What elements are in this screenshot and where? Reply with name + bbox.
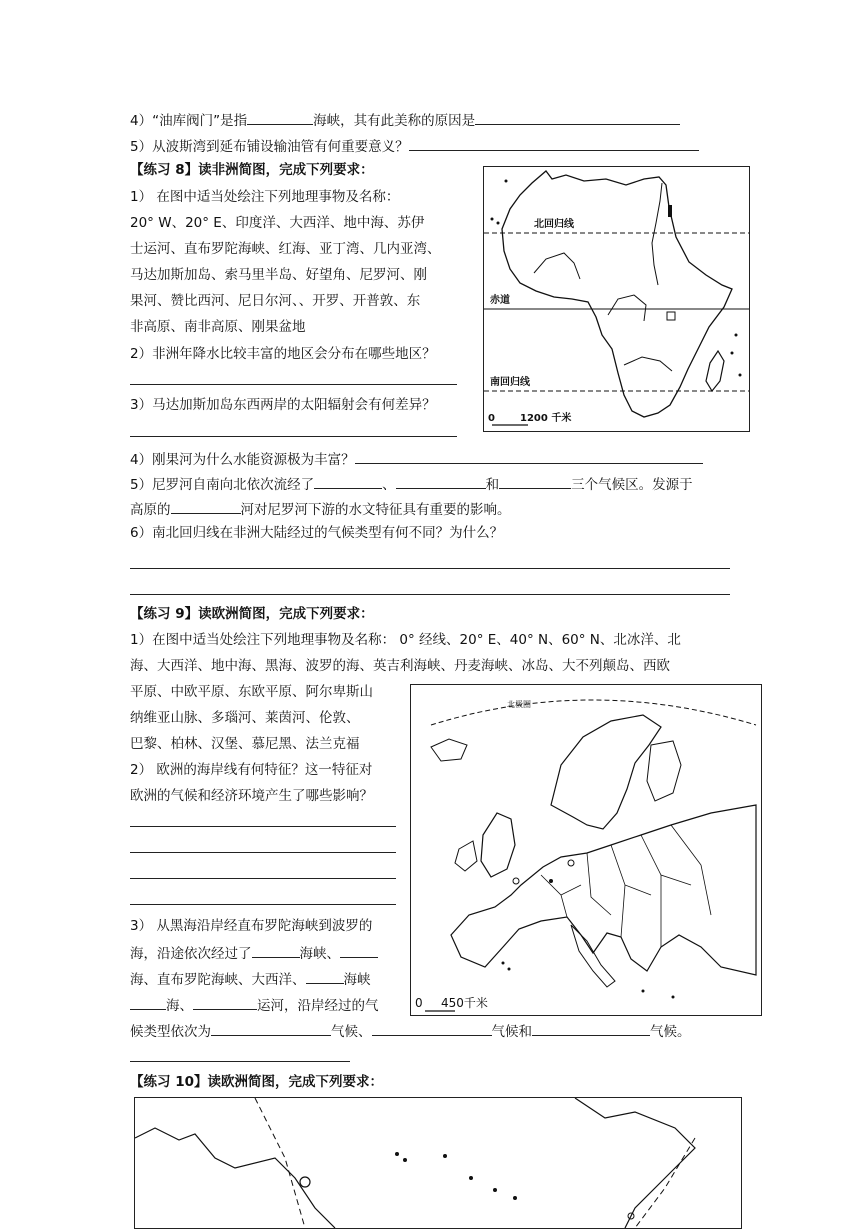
ireland-outline xyxy=(455,841,477,871)
ex8-q5-line1 xyxy=(130,474,693,494)
ex9-q2-line1: 2） 欧洲的海岸线有何特征？这一特征对 xyxy=(130,762,373,778)
ex8-q6: 6）南北回归线在非洲大陆经过的气候类型有何不同？为什么？ xyxy=(130,525,504,541)
ex9-q1-line3: 平原、中欧平原、东欧平原、阿尔卑斯山 xyxy=(130,684,373,700)
city-marker xyxy=(549,879,553,883)
scale-zero: 0 xyxy=(488,413,495,424)
ex9-q1-line4: 纳维亚山脉、多瑙河、莱茵河、伦敦、 xyxy=(130,710,360,726)
city-marker xyxy=(513,878,519,884)
answer-line[interactable] xyxy=(130,436,457,437)
ex9-q3-text-a: 海，沿途依次经过了 xyxy=(130,946,252,962)
answer-line[interactable] xyxy=(130,568,730,569)
arctic-circle-line xyxy=(431,700,756,725)
ex9-q3-text-g: 候类型依次为 xyxy=(130,1024,211,1040)
ex9-q3-line5 xyxy=(130,1021,691,1041)
ex9-q1-line5: 巴黎、柏林、汉堡、慕尼黑、法兰克福 xyxy=(130,736,360,752)
answer-line[interactable] xyxy=(130,1061,350,1062)
british-isles-outline xyxy=(481,813,515,877)
answer-blank[interactable] xyxy=(193,995,257,1010)
ex9-q3-text-c: 海、直布罗陀海峡、大西洋、 xyxy=(130,972,306,988)
ex9-q3-text-d: 海峡 xyxy=(343,972,371,988)
lake-victoria-mark xyxy=(667,312,675,320)
ex8-q1-line: 1） 在图中适当处绘注下列地理事物及名称： xyxy=(130,189,400,205)
ex9-q3-line3 xyxy=(130,969,371,989)
q5-line xyxy=(130,136,699,156)
answer-blank[interactable] xyxy=(306,969,344,984)
exercise-10-map xyxy=(134,1097,742,1229)
ex8-q1-line: 20° W、20° E、印度洋、大西洋、地中海、苏伊 xyxy=(130,215,425,231)
ex9-q3-text-h: 气候、 xyxy=(331,1024,372,1040)
ex8-q5-text-f: 河对尼罗河下游的水文特征具有重要的影响。 xyxy=(240,502,511,518)
coastline xyxy=(135,1128,335,1228)
ex9-q1-line1: 1）在图中适当处绘注下列地理事物及名称： 0° 经线、20° E、40° N、60° N、北冰洋、北 xyxy=(130,632,681,648)
scale-zero: 0 xyxy=(415,996,423,1010)
ex9-q3-line2 xyxy=(130,943,378,963)
ex8-q2: 2）非洲年降水比较丰富的地区会分布在哪些地区？ xyxy=(130,346,436,362)
ex8-q1-line: 士运河、直布罗陀海峡、红海、亚丁湾、几内亚湾、 xyxy=(130,241,441,257)
answer-blank[interactable] xyxy=(409,136,699,151)
q4-line xyxy=(130,110,680,130)
q4-text-a: 4）“油库阀门”是指 xyxy=(130,113,248,129)
nile-river xyxy=(652,183,662,285)
answer-blank[interactable] xyxy=(372,1021,492,1036)
answer-blank[interactable] xyxy=(532,1021,650,1036)
ex8-q4-text: 4）刚果河为什么水能资源极为丰富？ xyxy=(130,452,355,468)
city-marker xyxy=(568,860,574,866)
exercise-8-title: 【练习 8】读非洲简图，完成下列要求： xyxy=(130,162,374,178)
ex9-q3-text-i: 气候和 xyxy=(491,1024,532,1040)
suez-mark xyxy=(668,205,672,217)
city-marker xyxy=(300,1177,310,1187)
congo-river xyxy=(608,295,646,321)
answer-line[interactable] xyxy=(130,826,396,827)
answer-blank[interactable] xyxy=(499,474,571,489)
niger-river xyxy=(534,253,580,279)
mainland-outline xyxy=(451,805,756,975)
ex8-q5-text-d: 三个气候区。发源于 xyxy=(571,477,693,493)
answer-blank[interactable] xyxy=(340,943,378,958)
answer-line[interactable] xyxy=(130,594,730,595)
answer-blank[interactable] xyxy=(314,474,382,489)
ex9-q2-line2: 欧洲的气候和经济环境产生了哪些影响？ xyxy=(130,788,373,804)
scale-value: 1200 千米 xyxy=(520,413,572,424)
ex9-q3-line4 xyxy=(130,995,379,1015)
ex9-q1-line2: 海、大西洋、地中海、黑海、波罗的海、英吉利海峡、丹麦海峡、冰岛、大不列颠岛、西欧 xyxy=(130,658,670,674)
answer-line[interactable] xyxy=(130,878,396,879)
iceland-outline xyxy=(431,739,467,761)
ex8-q5-text-e: 高原的 xyxy=(130,502,171,518)
arctic-circle-label: 北极圈 xyxy=(507,700,531,709)
equator-label: 赤道 xyxy=(490,295,510,306)
q5-text: 5）从波斯湾到延布铺设输油管有何重要意义？ xyxy=(130,139,409,155)
ex8-q3: 3）马达加斯加岛东西两岸的太阳辐射会有何差异？ xyxy=(130,397,436,413)
scale-value: 450千米 xyxy=(441,996,488,1010)
q4-text-b: 海峡，其有此美称的原因是 xyxy=(313,113,476,129)
scandinavia-outline xyxy=(551,715,661,829)
answer-line[interactable] xyxy=(130,384,457,385)
europe-map xyxy=(410,684,762,1016)
border-lines xyxy=(541,825,711,947)
italy-outline xyxy=(571,925,615,987)
coastline-east xyxy=(575,1098,695,1228)
ex8-q1-line: 非高原、南非高原、刚果盆地 xyxy=(130,319,306,335)
ex8-q1-line: 马达加斯加岛、索马里半岛、好望角、尼罗河、刚 xyxy=(130,267,427,283)
ex8-q5-line2 xyxy=(130,499,511,519)
answer-blank[interactable] xyxy=(211,1021,331,1036)
ex8-q1-line: 果河、赞比西河、尼日尔河、、开罗、开普敦、东 xyxy=(130,293,421,309)
answer-blank[interactable] xyxy=(475,110,680,125)
north-tropic-label: 北回归线 xyxy=(534,219,574,230)
ex9-q3-text-j: 气候。 xyxy=(650,1024,691,1040)
ex8-q5-text-c: 和 xyxy=(485,477,500,493)
ex8-q4-line xyxy=(130,449,703,469)
exercise-10-title: 【练习 10】读欧洲简图，完成下列要求： xyxy=(130,1074,383,1090)
answer-blank[interactable] xyxy=(252,943,300,958)
africa-map xyxy=(483,166,750,432)
ex8-q5-text-a: 5）尼罗河自南向北依次流经了 xyxy=(130,477,315,493)
ex9-q3-text-e: 海、 xyxy=(166,998,193,1014)
answer-blank[interactable] xyxy=(396,474,486,489)
answer-blank[interactable] xyxy=(355,449,703,464)
ex8-q5-text-b: 、 xyxy=(382,477,396,493)
meridian-line-east xyxy=(635,1138,695,1228)
zambezi-river xyxy=(624,357,672,371)
answer-line[interactable] xyxy=(130,904,396,905)
answer-line[interactable] xyxy=(130,852,396,853)
ex9-q3-line1: 3） 从黑海沿岸经直布罗陀海峡到波罗的 xyxy=(130,918,373,934)
answer-blank[interactable] xyxy=(247,110,313,125)
answer-blank[interactable] xyxy=(130,995,166,1010)
answer-blank[interactable] xyxy=(171,499,241,514)
ex9-q3-text-f: 运河，沿岸经过的气 xyxy=(257,998,379,1014)
finland-outline xyxy=(647,741,681,801)
ex9-q3-text-b: 海峡、 xyxy=(299,946,340,962)
africa-outline xyxy=(502,171,732,417)
south-tropic-label: 南回归线 xyxy=(490,377,530,388)
madagascar-outline xyxy=(706,351,724,391)
exercise-9-title: 【练习 9】读欧洲简图，完成下列要求： xyxy=(130,606,374,622)
